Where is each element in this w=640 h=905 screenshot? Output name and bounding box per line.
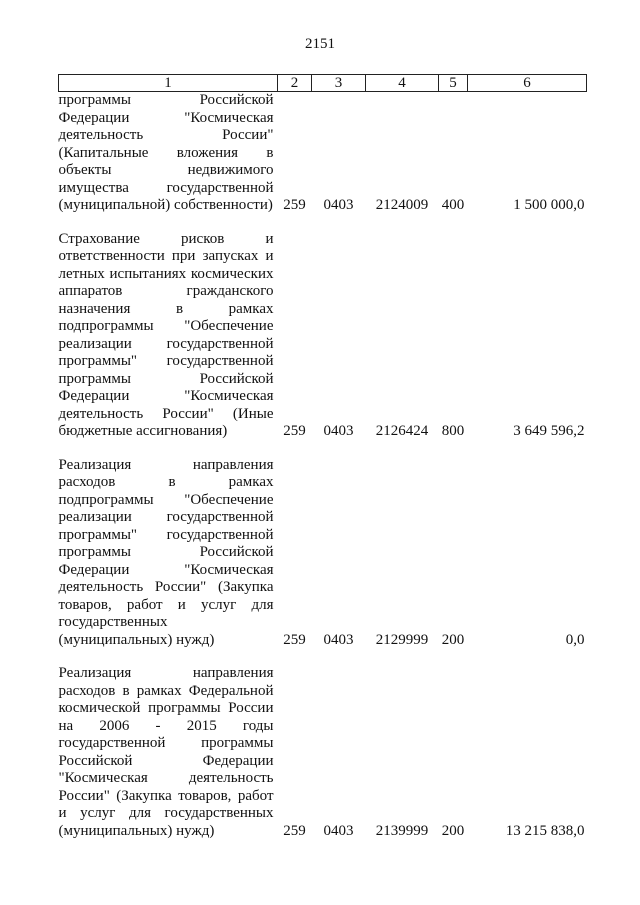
- table-row: [59, 457, 587, 650]
- budget-table: [58, 74, 587, 840]
- row-expense-type-code: 800: [441, 423, 465, 439]
- row-ministry-code: 259: [283, 631, 306, 648]
- column-header: 1: [59, 75, 278, 92]
- row-amount: 0,0: [565, 631, 585, 648]
- row-section-code: 0403: [323, 631, 354, 648]
- table-row: [59, 92, 587, 215]
- column-header-row: [59, 75, 587, 92]
- row-section-code: 0403: [323, 197, 354, 213]
- row-expense-type-code: 200: [441, 631, 465, 648]
- page-number: 2151: [305, 36, 335, 52]
- row-spacer: [59, 441, 587, 457]
- row-amount: 1 500 000,0: [513, 197, 585, 213]
- row-amount: 13 215 838,0: [505, 822, 585, 839]
- row-expense-type-code: 400: [441, 197, 465, 213]
- row-target-code: 2129999: [375, 631, 429, 648]
- table-row: [59, 665, 587, 840]
- row-description: Реализация направления расходов в рамках Федеральной космической программы России на 2006 - 2015 годы государственной программы Российской Федерации "Космическая деятельность России" (Закупка товаров, работ и услуг для государственных (муниципальных) нужд): [58, 665, 274, 839]
- column-header: 3: [312, 75, 366, 92]
- row-spacer: [59, 215, 587, 231]
- column-header: 4: [366, 75, 439, 92]
- column-header: 2: [278, 75, 312, 92]
- row-description: Страхование рисков и ответственности при запусках и летных испытаниях космических аппаратов гражданского назначения в рамках подпрограммы "Обеспечение реализации государственной программы" государственной программы Российской Федерации "Космическая деятельность России" (Иные бюджетные ассигнования): [58, 230, 274, 439]
- row-expense-type-code: 200: [441, 822, 465, 839]
- row-section-code: 0403: [323, 423, 354, 439]
- row-ministry-code: 259: [283, 423, 306, 439]
- row-ministry-code: 259: [283, 822, 306, 839]
- row-description: программы Российской Федерации "Космическая деятельность России" (Капитальные вложения в объекты недвижимого имущества государственной (муниципальной) собственности): [58, 92, 274, 213]
- row-target-code: 2139999: [375, 822, 429, 839]
- row-target-code: 2126424: [375, 423, 429, 439]
- table-row: [59, 231, 587, 441]
- row-ministry-code: 259: [283, 197, 306, 213]
- row-target-code: 2124009: [375, 197, 429, 213]
- row-spacer: [59, 649, 587, 665]
- column-header: 6: [468, 75, 587, 92]
- row-section-code: 0403: [323, 822, 354, 839]
- row-amount: 3 649 596,2: [513, 423, 585, 439]
- column-header: 5: [439, 75, 468, 92]
- row-description: Реализация направления расходов в рамках подпрограммы "Обеспечение реализации государственной программы" государственной программы Российской Федерации "Космическая деятельность России" (Закупка товаров, работ и услуг для государственных (муниципальных) нужд): [58, 456, 274, 648]
